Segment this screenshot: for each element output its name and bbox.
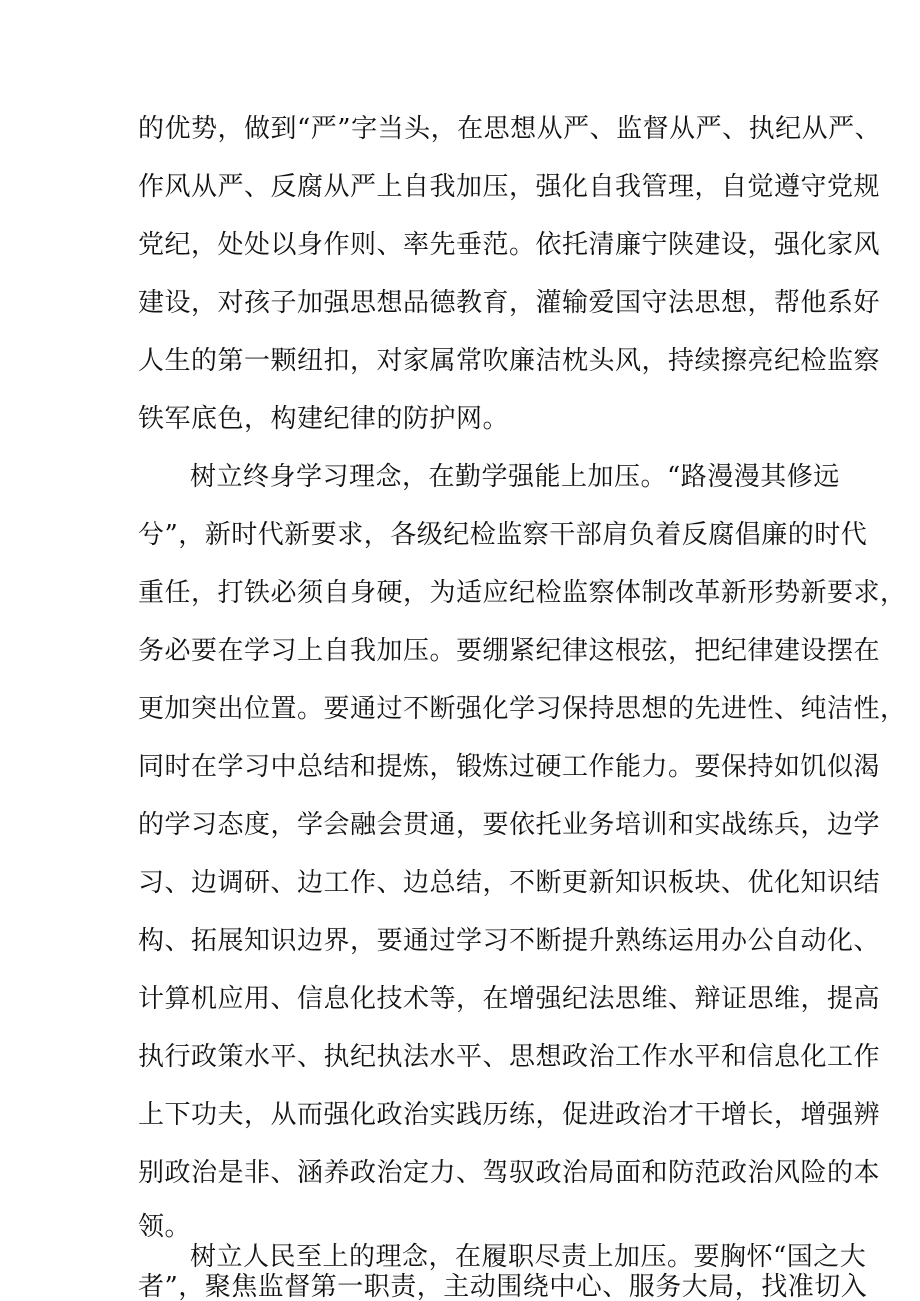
text-line: 党纪，处处以身作则、率先垂范。依托清廉宁陕建设，强化家风 bbox=[138, 230, 881, 260]
text-line: 人生的第一颗纽扣，对家属常吹廉洁枕头风，持续擦亮纪检监察 bbox=[138, 346, 881, 376]
text-line: 的学习态度，学会融会贯通，要依托业务培训和实战练兵，边学 bbox=[138, 810, 881, 840]
overflow-clip bbox=[0, 1240, 920, 1301]
text-line: 铁军底色，构建纪律的防护网。 bbox=[138, 404, 510, 434]
text-line: 别政治是非、涵养政治定力、驾驭政治局面和防范政治风险的本 bbox=[138, 1158, 881, 1188]
text-line: 习、边调研、边工作、边总结，不断更新知识板块、优化知识结 bbox=[138, 868, 881, 898]
text-line: 兮”，新时代新要求，各级纪检监察干部肩负着反腐倡廉的时代 bbox=[138, 520, 868, 550]
text-line: 作风从严、反腐从严上自我加压，强化自我管理，自觉遵守党规 bbox=[138, 172, 881, 202]
text-line: 领。 bbox=[138, 1212, 192, 1242]
text-line: 执行政策水平、执纪执法水平、思想政治工作水平和信息化工作 bbox=[138, 1042, 881, 1072]
text-line: 的优势，做到“严”字当头，在思想从严、监督从严、执纪从严、 bbox=[138, 114, 882, 144]
text-line: 重任，打铁必须自身硬，为适应纪检监察体制改革新形势新要求， bbox=[138, 578, 907, 608]
text-line: 上下功夫，从而强化政治实践历练，促进政治才干增长，增强辨 bbox=[138, 1100, 881, 1130]
text-line: 同时在学习中总结和提炼，锻炼过硬工作能力。要保持如饥似渴 bbox=[138, 752, 881, 782]
paragraph-first-line: 树立终身学习理念，在勤学强能上加压。“路漫漫其修远 bbox=[190, 462, 840, 492]
text-line: 计算机应用、信息化技术等，在增强纪法思维、辩证思维，提高 bbox=[138, 984, 881, 1014]
text-line: 更加突出位置。要通过不断强化学习保持思想的先进性、纯洁性， bbox=[138, 694, 907, 724]
paragraph-first-line: 树立人民至上的理念，在履职尽责上加压。要胸怀“国之大 bbox=[190, 1242, 867, 1272]
text-line: 构、拓展知识边界，要通过学习不断提升熟练运用办公自动化、 bbox=[138, 926, 881, 956]
text-line: 者”，聚焦监督第一职责，主动围绕中心、服务大局，找准切入 bbox=[138, 1272, 868, 1301]
text-line: 务必要在学习上自我加压。要绷紧纪律这根弦，把纪律建设摆在 bbox=[138, 636, 881, 666]
text-line: 建设，对孩子加强思想品德教育，灌输爱国守法思想，帮他系好 bbox=[138, 288, 881, 318]
